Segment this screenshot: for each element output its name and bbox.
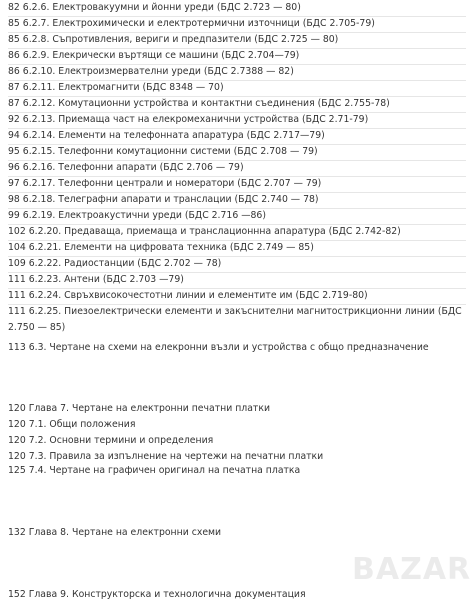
list-item: 98 6.2.18. Телеграфни апарати и транслации (БДС 2.740 — 78) (8, 192, 466, 209)
list-item: 102 6.2.20. Предаваща, приемаща и транслационнна апаратура (БДС 2.742-82) (8, 224, 466, 241)
list-item: 120 7.1. Общи положения (8, 419, 136, 430)
list-item: 92 6.2.13. Приемаща част на елекромеханични устройства (БДС 2.71-79) (8, 112, 466, 129)
list-item: 85 6.2.8. Съпротивления, вериги и предпазители (БДС 2.725 — 80) (8, 32, 466, 49)
section-heading: 113 6.3. Чертане на схеми на елекронни възли и устройства с общо предназначение (8, 342, 429, 353)
list-item: 125 7.4. Чертане на графичен оригинал на печатна платка (8, 465, 301, 476)
list-item: 120 7.3. Правила за изпълнение на чертежи на печатни платки (8, 451, 324, 462)
list-item: 109 6.2.22. Радиостанции (БДС 2.702 — 78) (8, 256, 466, 273)
list-item: 95 6.2.15. Телефонни комутационни системи (БДС 2.708 — 79) (8, 144, 466, 161)
chapter-heading: 132 Глава 8. Чертане на електронни схеми (8, 527, 222, 538)
list-item: 82 6.2.6. Електровакуумни и йонни уреди (БДС 2.723 — 80) (8, 0, 466, 17)
list-item: 99 6.2.19. Електроакустични уреди (БДС 2.716 —86) (8, 208, 466, 225)
list-item: 94 6.2.14. Елементи на телефонната апаратура (БДС 2.717—79) (8, 128, 466, 145)
list-item: 111 6.2.23. Антени (БДС 2.703 —79) (8, 272, 466, 289)
list-item: 87 6.2.12. Комутационни устройства и контактни съединения (БДС 2.755-78) (8, 96, 466, 113)
list-item: 86 6.2.9. Елекрически въртящи се машини (БДС 2.704—79) (8, 48, 466, 65)
list-item: 97 6.2.17. Телефонни централи и номератори (БДС 2.707 — 79) (8, 176, 466, 193)
list-item: 111 6.2.25. Пиезоелектрически елементи и закъснителни магнитострикционни линии (БДС 2.750 — 85) (8, 306, 462, 333)
list-item: 120 7.2. Основни термини и определения (8, 435, 214, 446)
list-item: 85 6.2.7. Електрохимически и електротермични източници (БДС 2.705-79) (8, 16, 466, 33)
list-item: 86 6.2.10. Електроизмервателни уреди (БДС 2.7388 — 82) (8, 64, 466, 81)
bazar-watermark-logo: BAZAR (352, 552, 472, 587)
list-item: 111 6.2.24. Свръхвисокочестотни линии и елементите им (БДС 2.719-80) (8, 288, 466, 305)
list-item: 87 6.2.11. Електромагнити (БДС 8348 — 70) (8, 80, 466, 97)
list-item: 104 6.2.21. Елементи на цифровата техника (БДС 2.749 — 85) (8, 240, 466, 257)
chapter-heading: 120 Глава 7. Чертане на електронни печатни платки (8, 403, 270, 414)
list-item: 96 6.2.16. Телефонни апарати (БДС 2.706 — 79) (8, 160, 466, 177)
chapter-heading: 152 Глава 9. Конструкторска и технологична документация (8, 589, 306, 600)
